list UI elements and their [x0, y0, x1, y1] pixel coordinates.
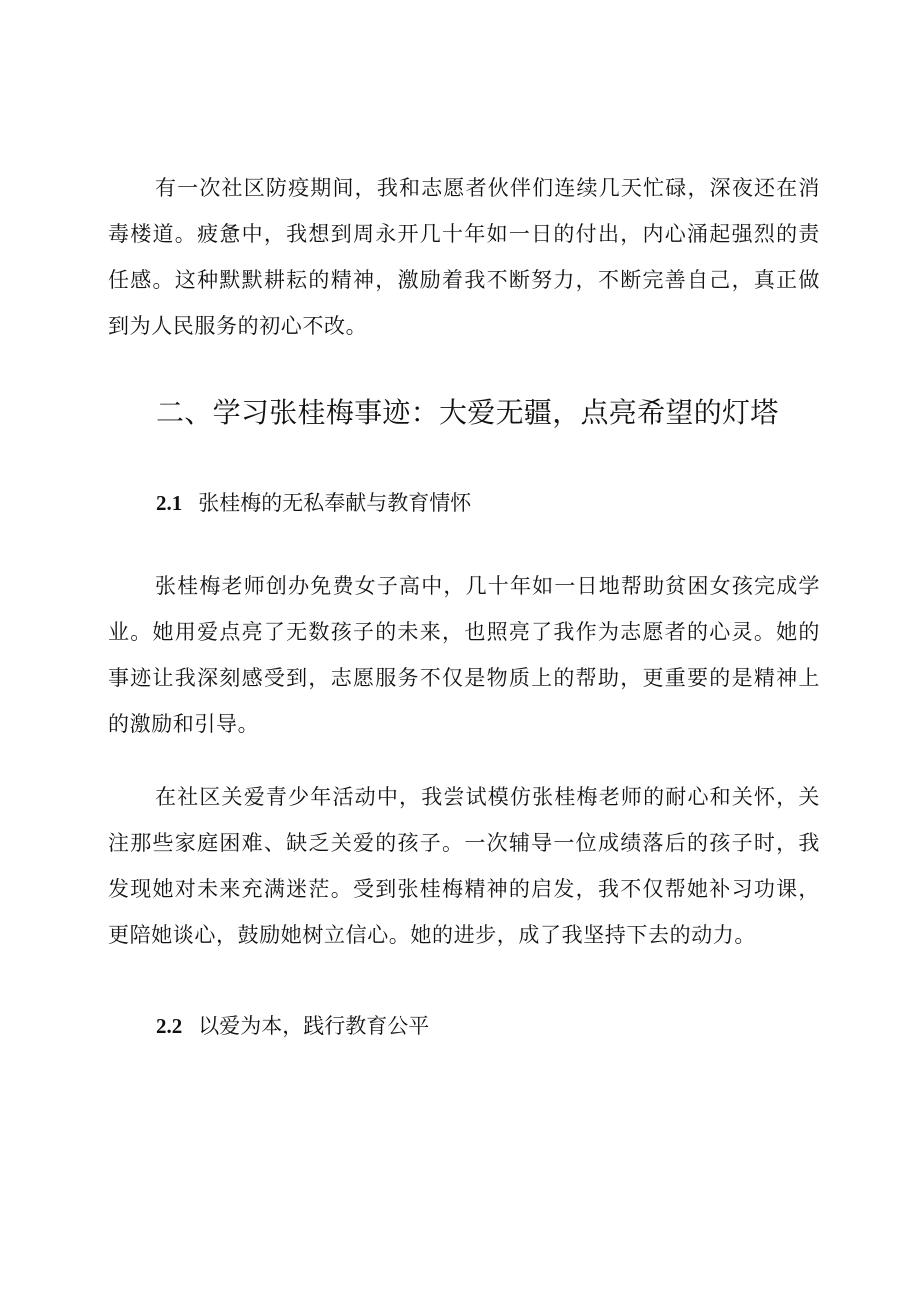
paragraph-zhang-guimei-school: 张桂梅老师创办免费女子高中，几十年如一日地帮助贫困女孩完成学业。她用爱点亮了无数孩子的未来，也照亮了我作为志愿者的心灵。她的事迹让我深刻感受到，志愿服务不仅是物质上的帮助，更重要的是精神上的激励和引导。: [108, 574, 820, 736]
subsection-title: 以爱为本，践行教育公平: [198, 1014, 430, 1038]
subsection-title: 张桂梅的无私奉献与教育情怀: [198, 491, 472, 515]
subsection-number: 2.1: [156, 491, 183, 515]
subsection-heading-2-2: [156, 1010, 429, 1042]
paragraph-epidemic-volunteering: 有一次社区防疫期间，我和志愿者伙伴们连续几天忙碌，深夜还在消毒楼道。疲惫中，我想到周永开几十年如一日的付出，内心涌起强烈的责任感。这种默默耕耘的精神，激励着我不断努力，不断完善自己，真正做到为人民服务的初心不改。: [108, 176, 820, 338]
subsection-heading-2-1: [156, 487, 471, 519]
paragraph-youth-care-activity: 在社区关爱青少年活动中，我尝试模仿张桂梅老师的耐心和关怀，关注那些家庭困难、缺乏关爱的孩子。一次辅导一位成绩落后的孩子时，我发现她对未来充满迷茫。受到张桂梅精神的启发，我不仅帮她补习功课，更陪她谈心，鼓励她树立信心。她的进步，成了我坚持下去的动力。: [108, 785, 820, 947]
subsection-number: 2.2: [156, 1014, 183, 1038]
section-heading: 二、学习张桂梅事迹：大爱无疆，点亮希望的灯塔: [156, 396, 779, 429]
